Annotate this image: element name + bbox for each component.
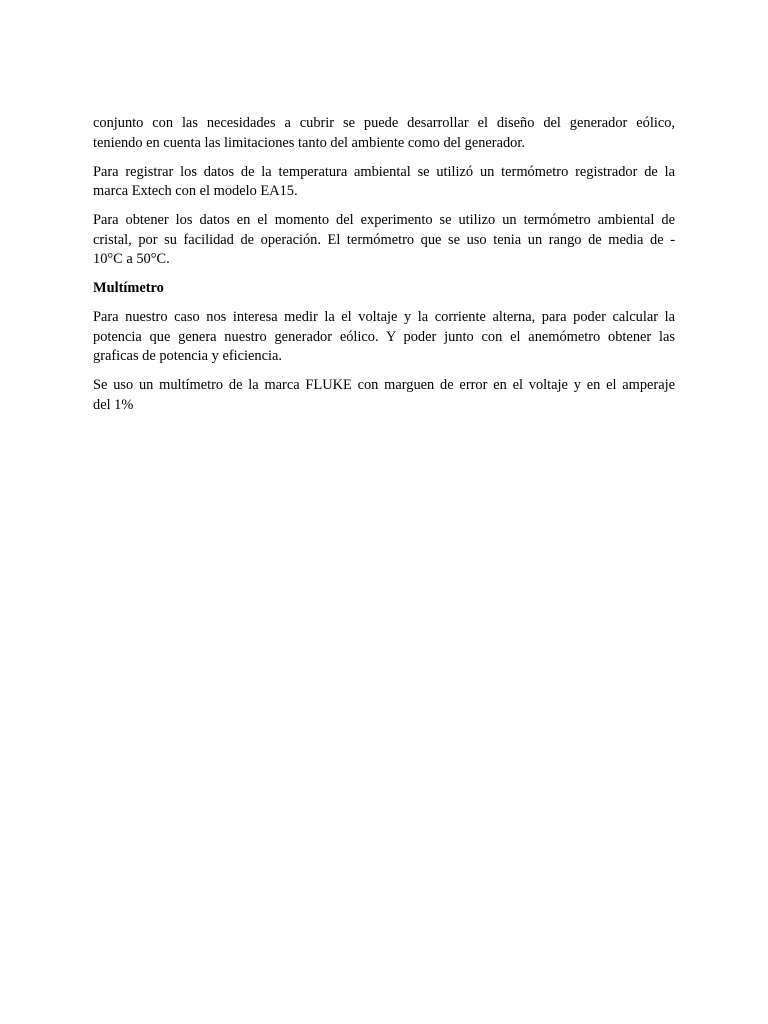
paragraph-glass-thermometer: [93, 211, 675, 270]
document-body: [93, 114, 675, 425]
paragraph-generator-design: [93, 114, 675, 153]
text-line: Se uso un multímetro de la marca FLUKE con marguen de error en el voltaje y en el amperaje: [93, 377, 675, 393]
text-line: cristal, por su facilidad de operación. El termómetro que se uso tenia un rango de media de -: [93, 231, 675, 248]
text-line: graficas de potencia y eficiencia.: [93, 348, 282, 364]
paragraph-fluke-multimeter: [93, 376, 675, 415]
text-line: Para obtener los datos en el momento del experimento se utilizo un termómetro ambiental de: [93, 212, 675, 228]
section-heading-multimeter: Multímetro: [93, 280, 164, 296]
text-line: del 1%: [93, 396, 134, 413]
text-line: marca Extech con el modelo EA15.: [93, 183, 298, 199]
text-line: Para registrar los datos de la temperatura ambiental se utilizó un termómetro registrador de la: [93, 163, 675, 180]
paragraph-temperature-logger: [93, 163, 675, 202]
text-line: Para nuestro caso nos interesa medir la el voltaje y la corriente alterna, para poder calcular la: [93, 309, 675, 325]
text-line: teniendo en cuenta las limitaciones tanto del ambiente como del generador.: [93, 134, 525, 151]
text-line: conjunto con las necesidades a cubrir se puede desarrollar el diseño del generador eólico,: [93, 115, 675, 131]
text-line: 10°C a 50°C.: [93, 251, 170, 267]
paragraph-measure-voltage: [93, 308, 675, 367]
text-line: potencia que genera nuestro generador eólico. Y poder junto con el anemómetro obtener las: [93, 328, 675, 345]
